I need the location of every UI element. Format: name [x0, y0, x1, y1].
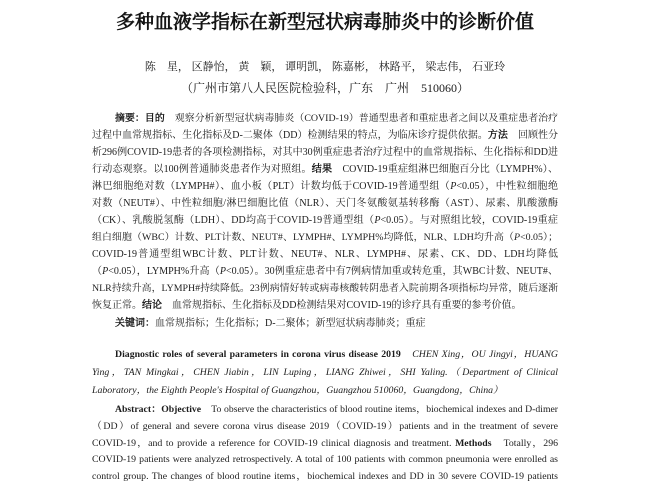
author-list: 陈 星， 区静怡， 黄 颖， 谭明凯， 陈嘉彬， 林路平， 梁志伟， 石亚玲	[144, 61, 506, 73]
abstract-cn-line	[92, 280, 558, 297]
english-title-line	[92, 382, 558, 400]
bold-text: 结论	[142, 300, 162, 311]
text-run: 组白细胞（WBC）计数、PLT计数、NEUT#、LYMPH#、LYMPH%均降低，NLR、LDH均升高（	[92, 232, 515, 243]
text-run: 对数（NEUT#）、中性粒细胞/淋巴细胞比值（NLR）、天门冬氨酸氨基转移酶（AST）、尿素、肌酸激酶	[92, 198, 558, 209]
text-run: <0.05），LYMPH%升高（	[108, 266, 220, 277]
text-run: 回顾性分	[507, 130, 559, 141]
text-run: 血常规指标、生化指标及DD检测结果对COVID-19的诊疗具有重要的参考价值。	[162, 300, 522, 311]
abstract-cn-line	[92, 127, 558, 144]
abstract-cn-line	[92, 229, 558, 246]
text-run: control group. The changes of blood routine items，biochemical indexes and DD in 30 severe COVID-19 patients	[92, 471, 558, 483]
bold-text: 方法	[487, 130, 508, 141]
abstract-cn-line	[92, 297, 558, 314]
english-title-line	[92, 364, 558, 382]
text-run: 行动态观察。以100例普通肺炎患者作为对照组。	[92, 164, 312, 175]
text-run: To observe the characteristics of blood routine items，biochemical indexes and D-dimer	[201, 404, 559, 415]
abstract-cn-line	[115, 110, 558, 127]
abstract-cn-line	[92, 195, 558, 212]
text-run: （CK）、乳酸脱氢酶（LDH）、DD均高于COVID-19普通型组（	[92, 215, 375, 226]
english-title-block	[92, 346, 558, 400]
abstract-en-line	[92, 469, 558, 486]
abstract-cn-line	[92, 178, 558, 195]
text-run: COVID-19重症组淋巴细胞百分比（LYMPH%）、	[332, 164, 559, 175]
text-run: <0.05）。与对照组比较，COVID-19重症	[380, 215, 558, 226]
abstract-en-line	[92, 436, 558, 453]
text-run: （	[92, 266, 103, 277]
abstract-cn	[92, 110, 558, 314]
abstract-cn-line	[92, 161, 558, 178]
abstract-cn-line	[92, 263, 558, 280]
abstract-en-line	[92, 452, 558, 469]
text-run: 观察分析新型冠状病毒肺炎（COVID-19）普通型患者和重症患者之间以及重症患者治疗	[164, 113, 558, 124]
bold-text: 摘要：目的	[115, 113, 165, 124]
italic-text: CHEN Xing，OU Jingyi，HUANG	[400, 349, 558, 360]
bold-text: Diagnostic roles of several parameters in corona virus disease 2019	[115, 349, 401, 360]
text-run: <0.05）；	[520, 232, 558, 243]
text-run: Totally，296	[491, 437, 558, 449]
text-run: COVID-19普通型组WBC计数、PLT计数、NEUT#、NLR、LYMPH#、尿素、CK、DD、LDH均降低	[92, 249, 558, 260]
text-run: 恢复正常。	[92, 300, 142, 311]
affiliation: （广州市第八人民医院检验科，广东 广州 510060）	[180, 81, 469, 95]
keywords-cn	[92, 315, 558, 332]
bold-text: Abstract：Objective	[115, 404, 202, 415]
bold-text: Methods	[455, 437, 492, 449]
bold-text: 结果	[311, 164, 333, 175]
italic-text: P	[219, 266, 226, 277]
abstract-en	[92, 402, 558, 486]
italic-text: P	[450, 181, 457, 192]
text-run: COVID-19 patients were analyzed retrospectively. A total of 100 patients with common pneumonia were enrolled as	[92, 454, 558, 466]
italic-text: Ying，TAN Mingkai，CHEN Jiabin，LIN Luping，LIANG Zhiwei，SHI Yaling.（Department of Clinical	[92, 367, 558, 378]
text-run: COVID-19，and to provide a reference for COVID-19 clinical diagnosis and treatment.	[92, 437, 456, 449]
keywords-line	[115, 315, 558, 332]
abstract-cn-line	[92, 144, 558, 161]
text-run: NLR持续升高，LYMPH#持续降低。23例病情好转或病毒核酸转阴患者入院前期各项指标均异常，随后逐渐	[92, 283, 558, 294]
abstract-cn-line	[92, 212, 558, 229]
abstract-en-line	[92, 419, 558, 436]
english-title-line	[115, 346, 558, 364]
text-run: 血常规指标；生化指标；D-二聚体；新型冠状病毒肺炎；重症	[155, 318, 426, 329]
italic-text: Laboratory，the Eighth People's Hospital of Guangzhou，Guangzhou 510060，Guangdong，China）	[92, 385, 503, 396]
abstract-en-line	[115, 402, 558, 419]
text-run: <0.05），中性粒细胞绝	[456, 181, 558, 192]
paper-title: 多种血液学指标在新型冠状病毒肺炎中的诊断价值	[115, 11, 534, 33]
text-run: （DD）of general and severe corona virus disease 2019（COVID-19）patients and in the treatment of severe	[92, 420, 558, 432]
bold-text: 关键词：	[115, 318, 155, 329]
text-run: 过程中血常规指标、生化指标及D-二聚体（DD）检测结果的特点，为临床诊疗提供依据。	[92, 130, 488, 141]
text-run: <0.05）。30例重症患者中有7例病情加重或转危重，其WBC计数、NEUT#、	[225, 266, 559, 277]
text-run: 析296例COVID-19患者的各项检测指标，对其中30例重症患者治疗过程中的血常规指标、生化指标和DD进	[92, 147, 558, 158]
italic-text: P	[374, 215, 381, 226]
abstract-cn-line	[92, 246, 558, 263]
italic-text: P	[102, 266, 109, 277]
text-run: 淋巴细胞绝对数（LYMPH#）、血小板（PLT）计数均低于COVID-19普通型组（	[92, 181, 451, 192]
italic-text: P	[514, 232, 521, 243]
